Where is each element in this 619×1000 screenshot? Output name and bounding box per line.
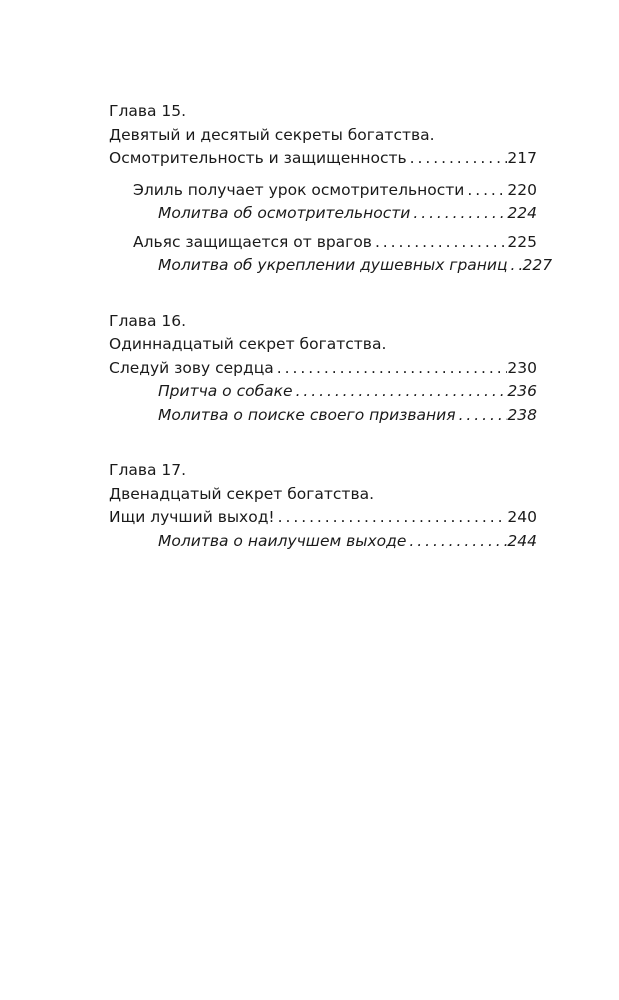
dot-leader (508, 254, 523, 278)
dot-leader (410, 202, 507, 226)
entry-title: Осмотрительность и защищенность (109, 149, 407, 167)
chapter-label: Глава 17. (109, 461, 187, 479)
entry-title: Молитва о поиске своего призвания (158, 405, 456, 424)
entry-title: Альяс защищается от врагов (133, 232, 372, 251)
toc-entry[interactable] (109, 404, 537, 428)
dot-leader (456, 404, 508, 428)
entry-page: 240 (507, 508, 537, 526)
entry-title: Ищи лучший выход! (109, 508, 275, 526)
table-of-contents (109, 100, 553, 585)
entry-page: 238 (507, 405, 537, 424)
toc-entry[interactable] (109, 231, 537, 255)
chapter-subtitle: Одиннадцатый секрет богатства. (109, 335, 387, 353)
toc-entry-chapter-title[interactable] (109, 506, 537, 530)
dot-leader (293, 380, 508, 404)
entry-page: 224 (507, 204, 537, 222)
dot-leader (372, 231, 507, 255)
chapter-subtitle: Двенадцатый секрет богатства. (109, 484, 375, 503)
chapter-16 (109, 310, 537, 428)
toc-entry-chapter-title[interactable] (109, 357, 537, 381)
entry-title: Молитва об укреплении душевных границ (158, 256, 508, 274)
toc-entry[interactable] (109, 202, 537, 226)
entry-page: 230 (507, 358, 537, 377)
toc-entry[interactable] (109, 380, 537, 404)
chapter-label: Глава 15. (109, 102, 187, 120)
entry-title: Притча о собаке (158, 382, 293, 400)
entry-title: Следуй зову сердца (109, 358, 274, 377)
dot-leader (407, 147, 508, 171)
chapter-subtitle: Девятый и десятый секреты богатства. (109, 125, 435, 144)
entry-page: 244 (507, 531, 537, 550)
chapter-15 (109, 100, 553, 278)
entry-title: Молитва об осмотрительности (158, 204, 411, 222)
entry-page: 225 (507, 232, 537, 251)
toc-entry[interactable] (109, 179, 537, 203)
entry-page: 217 (507, 149, 537, 167)
entry-page: 227 (522, 256, 553, 274)
toc-entry[interactable] (109, 530, 537, 554)
dot-leader (274, 357, 508, 381)
entry-title: Молитва о наилучшем выходе (158, 531, 407, 550)
dot-leader (406, 530, 507, 554)
chapter-label: Глава 16. (109, 311, 187, 330)
toc-entry-chapter-title[interactable] (109, 147, 537, 171)
entry-page: 236 (507, 382, 537, 400)
chapter-17 (109, 459, 537, 553)
dot-leader (464, 179, 507, 203)
toc-entry[interactable] (109, 254, 553, 278)
entry-title: Элиль получает урок осмотрительности (133, 180, 465, 199)
entry-page: 220 (507, 180, 537, 199)
dot-leader (275, 506, 508, 530)
